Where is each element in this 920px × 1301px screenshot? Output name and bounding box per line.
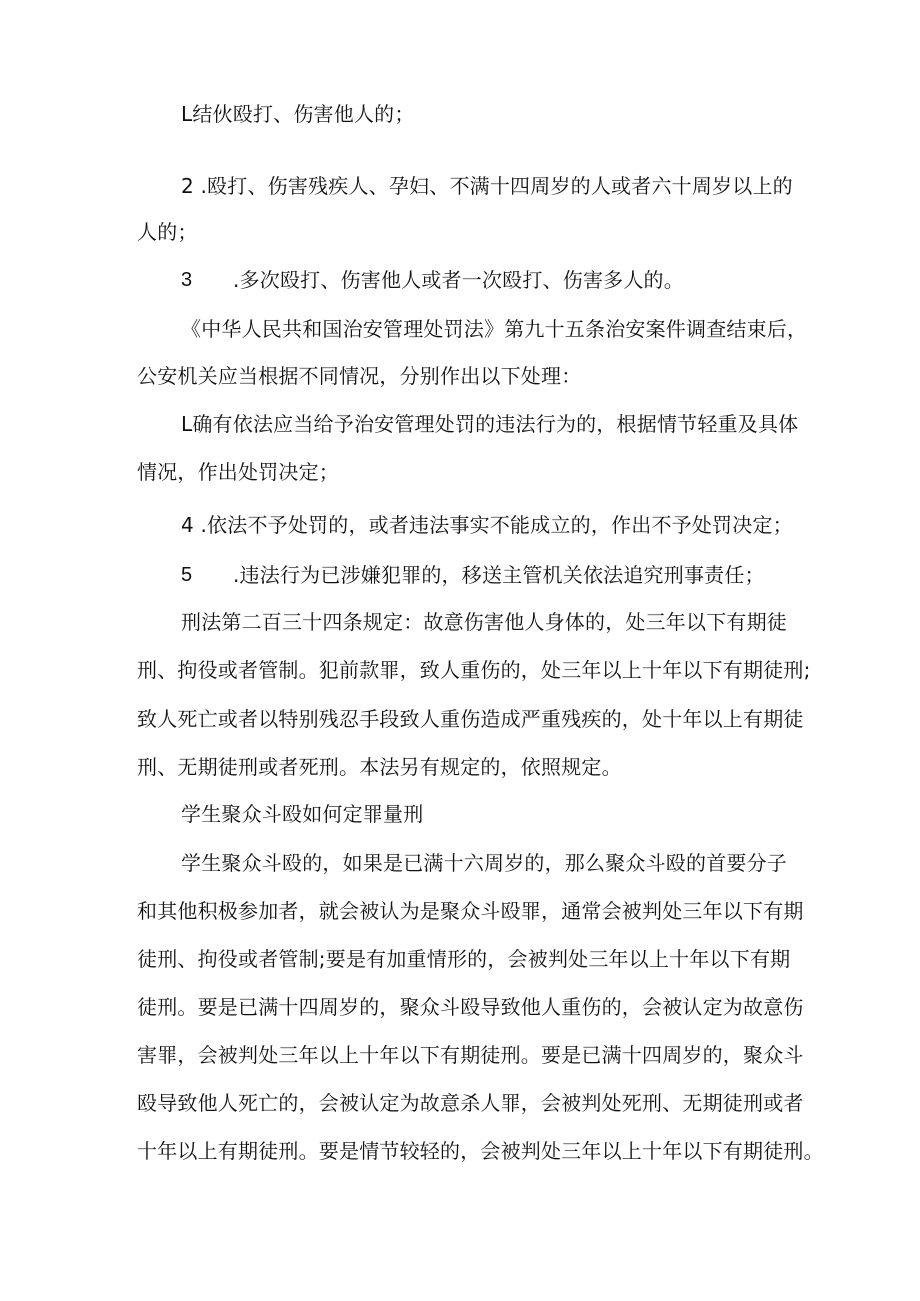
item-2-text: 2 .殴打、伤害残疾人、孕妇、不满十四周岁的人或者六十周岁以上的 [181,174,793,198]
criminal-law-line-1: 刑法第二百三十四条规定：故意伤害他人身体的，处三年以下有期徒 [181,610,787,634]
criminal-law-line-4: 刑、无期徒刑或者死刑。本法另有规定的，依照规定。 [137,755,622,779]
item-3-number: 3 [181,269,193,291]
item-2-continuation: 人的； [137,220,198,244]
student-fight-line-3: 徒刑、拘役或者管制;要是有加重情形的，会被判处三年以上十年以下有期 [137,947,791,971]
handling-item-5-text: .违法行为已涉嫌犯罪的，移送主管机关依法追究刑事责任； [233,563,765,587]
handling-item-4-text: 4 .依法不予处罚的，或者违法事实不能成立的，作出不予处罚决定； [181,513,793,537]
section-heading: 学生聚众斗殴如何定罪量刑 [181,802,424,826]
handling-item-1-line-1: L确有依法应当给予治安管理处罚的违法行为的，根据情节轻重及具体 [181,412,799,436]
item-1-text: L结伙殴打、伤害他人的； [181,102,415,126]
student-fight-line-6: 殴导致他人死亡的，会被认定为故意杀人罪，会被判处死刑、无期徒刑或者 [137,1091,804,1115]
criminal-law-line-2: 刑、拘役或者管制。犯前款罪，致人重伤的，处三年以上十年以下有期徒刑; [137,658,811,682]
handling-item-5-number: 5 [181,564,193,586]
student-fight-line-2: 和其他积极参加者，就会被认为是聚众斗殴罪，通常会被判处三年以下有期 [137,899,804,923]
law-paragraph-line-1: 《中华人民共和国治安管理处罚法》第九十五条治安案件调查结束后， [181,317,808,341]
handling-item-1-line-2: 情况，作出处罚决定； [137,460,339,484]
student-fight-line-1: 学生聚众斗殴的，如果是已满十六周岁的，那么聚众斗殴的首要分子 [181,851,787,875]
student-fight-line-4: 徒刑。要是已满十四周岁的，聚众斗殴导致他人重伤的，会被认定为故意伤 [137,995,804,1019]
law-paragraph-line-2: 公安机关应当根据不同情况，分别作出以下处理： [137,364,582,388]
student-fight-line-7: 十年以上有期徒刑。要是情节较轻的，会被判处三年以上十年以下有期徒刑。 [137,1139,824,1163]
item-3-text: .多次殴打、伤害他人或者一次殴打、伤害多人的。 [233,268,684,292]
student-fight-line-5: 害罪，会被判处三年以上十年以下有期徒刑。要是已满十四周岁的，聚众斗 [137,1043,804,1067]
criminal-law-line-3: 致人死亡或者以特别残忍手段致人重伤造成严重残疾的，处十年以上有期徒 [137,707,804,731]
